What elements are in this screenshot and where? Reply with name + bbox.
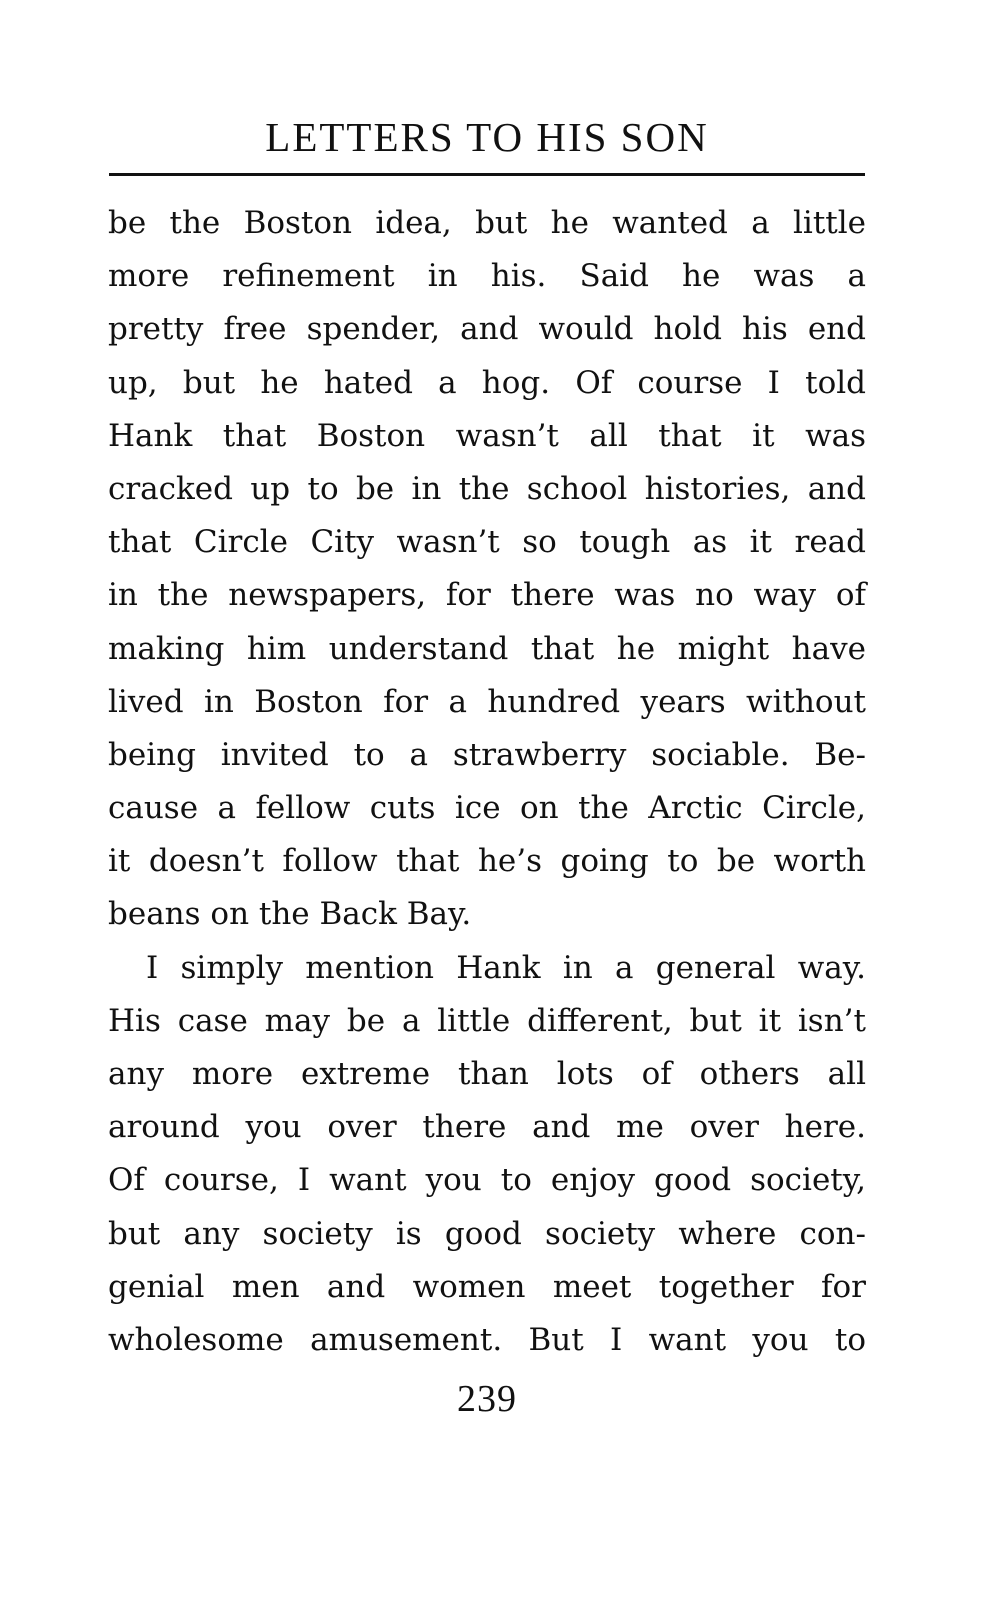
- text-line: genial men and women meet together for: [108, 1268, 866, 1305]
- text-line: any more extreme than lots of others all: [108, 1056, 866, 1092]
- header-rule: [109, 173, 865, 176]
- text-line: wholesome amusement. But I want you to: [108, 1321, 866, 1358]
- body-text: [108, 197, 866, 1367]
- text-line: pretty free spender, and would hold his end: [108, 311, 866, 348]
- paragraph-end-line: beans on the Back Bay.: [108, 896, 472, 933]
- text-line: in the newspapers, for there was no way of: [108, 577, 866, 614]
- text-line: around you over there and me over here.: [108, 1109, 866, 1146]
- text-line: more refinement in his. Said he was a: [108, 258, 866, 295]
- text-line: cause a fellow cuts ice on the Arctic Circle,: [108, 790, 866, 827]
- paragraph-start-line: I simply mention Hank in a general way.: [146, 949, 866, 986]
- text-line: being invited to a strawberry sociable. Be-: [108, 736, 866, 773]
- text-line: but any society is good society where con-: [108, 1215, 866, 1252]
- text-line: cracked up to be in the school histories, and: [108, 470, 866, 507]
- text-line: up, but he hated a hog. Of course I told: [108, 364, 866, 401]
- text-line: making him understand that he might have: [108, 630, 866, 667]
- text-line: His case may be a little different, but it isn’t: [108, 1002, 866, 1039]
- text-line: be the Boston idea, but he wanted a little: [108, 205, 866, 241]
- running-head: LETTERS TO HIS SON: [265, 114, 709, 160]
- text-line: Hank that Boston wasn’t all that it was: [108, 417, 866, 454]
- text-line: that Circle City wasn’t so tough as it read: [108, 524, 866, 561]
- text-line: lived in Boston for a hundred years without: [108, 683, 866, 720]
- page-number: 239: [457, 1378, 517, 1420]
- text-line: Of course, I want you to enjoy good society,: [108, 1162, 866, 1199]
- text-line: it doesn’t follow that he’s going to be worth: [108, 843, 866, 880]
